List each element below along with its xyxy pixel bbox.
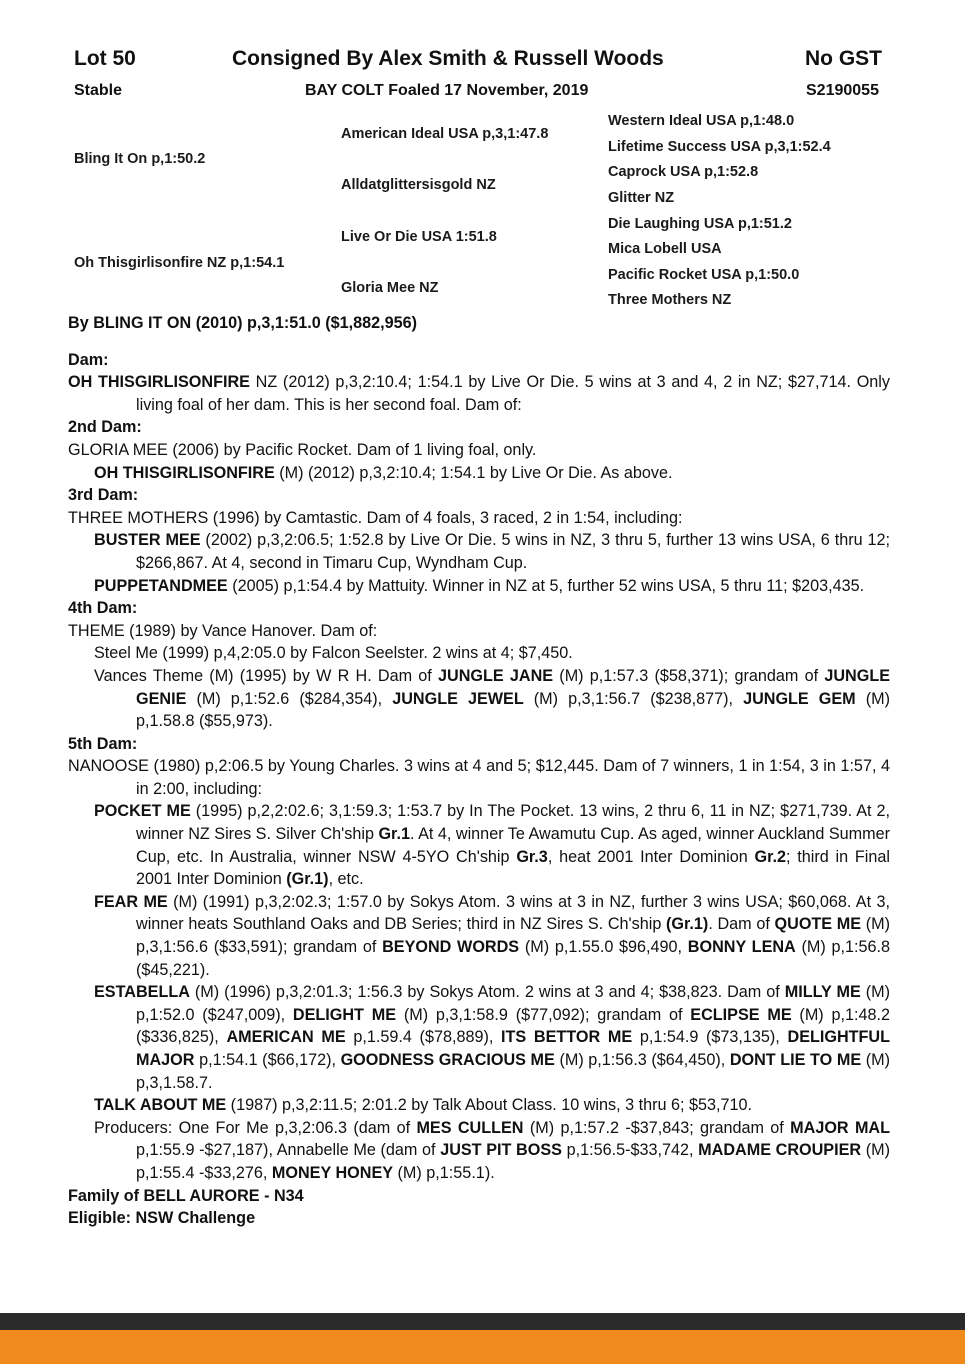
dam4-foal-1: Steel Me (1999) p,4,2:05.0 by Falcon Seelster. 2 wins at 4; $7,450. [94, 644, 573, 663]
pedigree-g3-3: Caprock USA p,1:52.8 [608, 164, 759, 180]
catalogue-body [68, 312, 890, 1230]
pedigree-g3-2: Lifetime Success USA p,3,1:52.4 [608, 139, 831, 155]
pedigree-g3-8: Three Mothers NZ [608, 292, 732, 308]
pedigree-sire-dam: Alldatglittersisgold NZ [341, 177, 496, 193]
dam5-entry: NANOOSE (1980) p,2:06.5 by Young Charles. 3 wins at 4 and 5; $12,445. Dam of 7 winners, 1 in 1:54, 3 in 1:57, 4 in 2:00, including: [68, 757, 890, 798]
dam3-heading: 3rd Dam: [68, 486, 139, 505]
dam2-foal: OH THISGIRLISONFIRE (M) (2012) p,3,2:10.4; 1:54.1 by Live Or Die. As above. [94, 463, 673, 482]
pedigree-sire-sire: American Ideal USA p,3,1:47.8 [341, 126, 549, 142]
pedigree-g3-1: Western Ideal USA p,1:48.0 [608, 113, 795, 129]
dam5-foal-pocket-me: POCKET ME (1995) p,2,2:02.6; 3,1:59.3; 1:53.7 by In The Pocket. 13 wins, 2 thru 6, 11 in NZ; $271,739. At 2, winner NZ Sires S. Silver Ch'ship Gr.1. At 4, winner Te Awamutu Cup. As aged, winner Auckland Summer Cup, etc. In Australia, winner NSW 4-5YO Ch'ship Gr.3, heat 2001 Inter Dominion Gr.2; third in Final 2001 Inter Dominion (Gr.1), etc. [94, 802, 891, 889]
dam-entry: OH THISGIRLISONFIRE NZ (2012) p,3,2:10.4; 1:54.1 by Live Or Die. 5 wins at 3 and 4, 2 in NZ; $27,714. Only living foal of her dam. This is her second foal. Dam of: [68, 373, 890, 414]
horse-description: BAY COLT Foaled 17 November, 2019 [305, 82, 589, 99]
footer-orange-bar [0, 1330, 965, 1364]
family-line: Family of BELL AURORE - N34 [68, 1186, 304, 1205]
lot-number: Lot 50 [74, 47, 136, 70]
pedigree-g3-4: Glitter NZ [608, 190, 675, 206]
pedigree-g3-6: Mica Lobell USA [608, 241, 722, 257]
dam-name: OH THISGIRLISONFIRE [68, 373, 250, 392]
consignor: Consigned By Alex Smith & Russell Woods [232, 47, 664, 70]
pedigree-dam-dam: Gloria Mee NZ [341, 280, 439, 296]
dam2-heading: 2nd Dam: [68, 418, 142, 437]
dam4-entry: THEME (1989) by Vance Hanover. Dam of: [68, 621, 378, 640]
pedigree-dam: Oh Thisgirlisonfire NZ p,1:54.1 [74, 255, 285, 271]
horse-code: S2190055 [806, 82, 879, 99]
footer-dark-bar [0, 1313, 965, 1330]
dam-heading: Dam: [68, 350, 109, 369]
gst-status: No GST [805, 47, 882, 70]
dam5-foal-fear-me: FEAR ME (M) (1991) p,3,2:02.3; 1:57.0 by Sokys Atom. 3 wins at 3 in NZ, further 3 wins USA; $60,068. At 3, winner heats Southland Oaks and DB Series; third in NZ Sires S. Ch'ship (Gr.1). Dam of QUOTE ME (M) p,3,1:56.6 ($33,591); grandam of BEYOND WORDS (M) p,1.55.0 $96,490, BONNY LENA (M) p,1:56.8 ($45,221). [94, 892, 891, 979]
pedigree-g3-7: Pacific Rocket USA p,1:50.0 [608, 267, 800, 283]
dam4-foal-2: Vances Theme (M) (1995) by W R H. Dam of JUNGLE JANE (M) p,1:57.3 ($58,371); grandam of JUNGLE GENIE (M) p,1:52.6 ($284,354), JUNGLE JEWEL (M) p,3,1:56.7 ($238,877), JUNGLE GEM (M) p,1.58.8 ($55,973). [94, 666, 891, 731]
pedigree-dam-sire: Live Or Die USA 1:51.8 [341, 229, 497, 245]
by-line: By BLING IT ON (2010) p,3,1:51.0 ($1,882,956) [68, 314, 418, 332]
eligible-line: Eligible: NSW Challenge [68, 1209, 256, 1228]
dam5-producers: Producers: One For Me p,3,2:06.3 (dam of MES CULLEN (M) p,1:57.2 -$37,843; grandam of MAJOR MAL p,1:55.9 -$27,187), Annabelle Me (dam of JUST PIT BOSS p,1:56.5-$33,742, MADAME CROUPIER (M) p,1:55.4 -$33,276, MONEY HONEY (M) p,1:55.1). [94, 1118, 891, 1182]
dam3-entry: THREE MOTHERS (1996) by Camtastic. Dam of 4 foals, 3 raced, 2 in 1:54, including: [68, 508, 683, 527]
dam5-foal-talk-about-me: TALK ABOUT ME (1987) p,3,2:11.5; 2:01.2 by Talk About Class. 10 wins, 3 thru 6; $53,710. [94, 1096, 753, 1115]
pedigree-g3-5: Die Laughing USA p,1:51.2 [608, 216, 792, 232]
dam2-entry: GLORIA MEE (2006) by Pacific Rocket. Dam of 1 living foal, only. [68, 440, 537, 459]
dam3-foal-2: PUPPETANDMEE (2005) p,1:54.4 by Mattuity. Winner in NZ at 5, further 52 wins USA, 5 thru 11; $203,435. [94, 576, 865, 595]
dam5-heading: 5th Dam: [68, 734, 138, 753]
dam4-heading: 4th Dam: [68, 599, 138, 618]
dam3-foal-1: BUSTER MEE (2002) p,3,2:06.5; 1:52.8 by Live Or Die. 5 wins in NZ, 3 thru 5, further 13 wins USA, 6 thru 12; $266,867. At 4, second in Timaru Cup, Wyndham Cup. [94, 531, 890, 572]
stable-label: Stable [74, 82, 123, 99]
dam5-foal-estabella: ESTABELLA (M) (1996) p,3,2:01.3; 1:56.3 by Sokys Atom. 2 wins at 3 and 4; $38,823. Dam of MILLY ME (M) p,1:52.0 ($247,009), DELIGHT ME (M) p,3,1:58.9 ($77,092); grandam of ECLIPSE ME (M) p,1:48.2 ($336,825), AMERICAN ME p,1.59.4 ($78,889), ITS BETTOR ME p,1:54.9 ($73,135), DELIGHTFUL MAJOR p,1:54.1 ($66,172), GOODNESS GRACIOUS ME (M) p,1:56.3 ($64,450), DONT LIE TO ME (M) p,3,1.58.7. [94, 983, 891, 1092]
pedigree-sire: Bling It On p,1:50.2 [74, 151, 206, 167]
